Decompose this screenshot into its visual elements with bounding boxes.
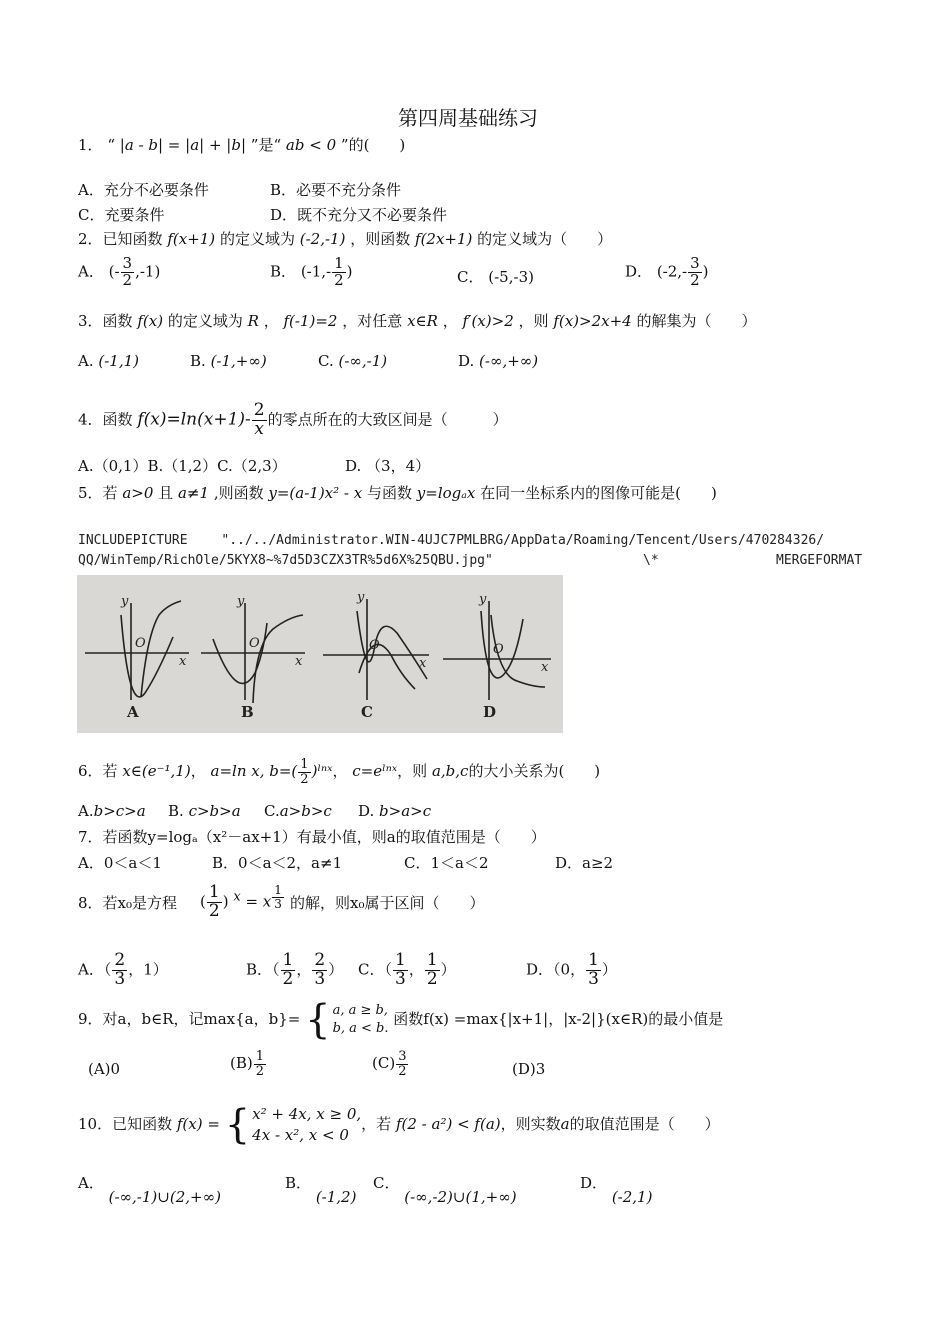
q2-func-1: f(x+1) (167, 230, 216, 248)
q5-panel-a-label: A (127, 703, 139, 721)
q8-option-c-right: ） (440, 960, 456, 979)
q8-option-d-num: 1 (588, 950, 599, 970)
q2-option-d-right: ) (702, 262, 709, 281)
q8-base-num: 1 (208, 882, 220, 903)
q9-option-b-frac (254, 1050, 266, 1078)
q1-option-b[interactable]: B．必要不充分条件 (270, 181, 402, 199)
page-title: 第四周基础练习 (398, 106, 538, 130)
q4-frac-den: x (254, 418, 264, 439)
q10-case-1: x² + 4x, x ≥ 0, (252, 1105, 362, 1123)
q5-panel-a-y-label: y (121, 594, 129, 609)
q8-option-d-left: （0， (553, 960, 586, 979)
q8-paren-close: ) (222, 892, 229, 911)
q9-option-a[interactable] (88, 1060, 120, 1078)
q2-option-c-label: C． (457, 268, 484, 286)
q8-option-b-num-1: 1 (282, 950, 294, 970)
q8-option-a-den: 3 (114, 968, 126, 989)
q3-option-b-value: (-1,+∞) (210, 352, 267, 370)
q9-piecewise (305, 997, 389, 1043)
q2-option-b-label: B． (270, 262, 297, 281)
q8-option-a-left: （ (103, 960, 112, 979)
q3-option-c-value: (-∞,-1) (338, 352, 388, 370)
q8-text-a: 8．若x₀是方程 (78, 894, 178, 912)
q2-option-a-num: 3 (122, 254, 133, 272)
q5-panel-b-y-label: y (237, 594, 245, 609)
q5-panel-b-origin: O (249, 636, 260, 651)
q9-option-a-value: 0 (110, 1060, 121, 1078)
q4-text-a: 4．函数 (78, 410, 133, 429)
q1-quote-open: “ (107, 136, 115, 154)
q3-option-c[interactable] (318, 352, 387, 370)
q7-option-c[interactable]: C．1＜a＜2 (404, 854, 489, 872)
q2-func-2: f(2x+1) (415, 230, 473, 248)
q3-cond-3: f′(x)>2 (462, 312, 514, 330)
q8-root-frac (272, 884, 284, 910)
q6-option-c-value: a>b>c (279, 802, 332, 820)
q2-option-a[interactable] (78, 256, 160, 289)
q10-option-a-value: (-∞,-1)∪(2,+∞) (108, 1188, 221, 1206)
q3-option-b-label: B. (190, 352, 206, 370)
q6-defs-a: a=ln x, b=( (210, 762, 298, 781)
q9-option-b-label: (B) (230, 1054, 253, 1073)
question-1-stem (78, 134, 405, 155)
q8-base-frac (207, 884, 222, 921)
question-7-stem: 7．若函数y=logₐ（x²－ax+1）有最小值，则a的取值范围是（ ） (78, 828, 546, 846)
q3-cond-4: f(x)>2x+4 (553, 312, 632, 330)
q8-root-num: 1 (274, 883, 282, 897)
q2-option-d-label: D． (625, 262, 653, 281)
q5-text-d: 与函数 (367, 484, 413, 502)
q9-option-d-label: (D) (512, 1060, 536, 1078)
q9-option-c-den: 2 (398, 1063, 407, 1079)
q5-panel-c-x-label: x (419, 656, 427, 671)
q9-option-c[interactable] (372, 1050, 409, 1078)
q3-text-c: ， (263, 312, 279, 330)
q2-option-a-frac (121, 256, 135, 289)
q5-panel-c-y-label: y (357, 590, 365, 605)
q8-option-c-frac-2 (425, 952, 440, 989)
q9-case-2: b, a < b. (332, 1021, 389, 1036)
q2-option-d-frac (688, 256, 702, 289)
q5-panel-a-origin: O (135, 636, 146, 651)
q5-include-field-line-1: INCLUDEPICTURE "../../Administrator.WIN-4UJC7PMLBRG/AppData/Roaming/Tencent/Users/470284326/ (78, 533, 825, 548)
q7-option-a[interactable]: A．0＜a＜1 (78, 854, 162, 872)
q2-text-a: 2．已知函数 (78, 230, 163, 248)
q3-text-e: ， (442, 312, 458, 330)
q6-option-c-label: C. (264, 802, 280, 820)
q3-text-a: 3．函数 (78, 312, 133, 330)
q8-option-c-den-1: 3 (395, 968, 406, 989)
q3-option-c-label: C. (318, 352, 334, 370)
q4-frac (252, 402, 267, 439)
q1-number: 1． (78, 136, 103, 154)
q6-option-b-label: B. (168, 802, 184, 820)
q10-option-b-value: (-1,2) (315, 1188, 357, 1206)
q3-option-d-value: (-∞,+∞) (479, 352, 539, 370)
q6-half-den: 2 (300, 771, 309, 787)
q2-option-d[interactable] (625, 256, 709, 289)
q1-expression: |a - b| = |a| + |b| (119, 136, 247, 154)
q6-half-num: 1 (300, 757, 309, 772)
q1-option-c[interactable]: C．充要条件 (78, 206, 165, 224)
q5-panel-c-origin: O (369, 638, 380, 653)
q3-text-b: 的定义域为 (167, 312, 243, 330)
q1-tail: ”的( ) (340, 136, 406, 154)
q2-option-d-left: (-2,- (656, 262, 688, 281)
q5-panel-d-label: D (483, 703, 497, 721)
q8-paren-open: ( (200, 892, 206, 911)
q9-option-b-den: 2 (255, 1063, 265, 1079)
q10-case-2: 4x - x², x < 0 (252, 1126, 349, 1144)
q10-text-d: 的取值范围是（ ） (569, 1115, 720, 1133)
q8-option-a-right: ，1） (128, 960, 168, 979)
q10-option-c-label: C． (373, 1174, 400, 1192)
q10-option-c[interactable] (373, 1174, 517, 1206)
q9-option-d-value: 3 (535, 1060, 546, 1078)
q1-option-d[interactable]: D．既不充分又不必要条件 (270, 206, 448, 224)
q5-panel-a-log-curve (141, 601, 181, 697)
q1-option-a[interactable]: A．充分不必要条件 (78, 181, 209, 199)
q2-option-d-num: 3 (690, 254, 700, 272)
q5-panel-b-label: B (241, 703, 254, 721)
q7-option-b[interactable]: B．0＜a＜2，a≠1 (212, 854, 343, 872)
q6-text-e: 的大小关系为( ) (468, 762, 601, 781)
q4-frac-num: 2 (253, 400, 265, 420)
q2-option-b-den: 2 (334, 270, 344, 289)
q6-half-frac (298, 758, 310, 786)
q5-cond-2: a≠1 (177, 484, 210, 502)
q10-text-b: ，若 (361, 1115, 392, 1133)
q8-option-d[interactable] (526, 952, 617, 989)
q3-option-d[interactable] (458, 352, 538, 370)
q3-func: f(x) (137, 312, 164, 330)
q9-option-b-num: 1 (255, 1049, 265, 1064)
q4-options-abc[interactable]: A.（0,1）B.（1,2）C.（2,3） (78, 457, 287, 475)
q10-func: f(x) = (176, 1115, 220, 1133)
q8-option-a-frac (112, 952, 127, 989)
q8-option-c-left: （ (384, 960, 392, 979)
q2-option-b[interactable] (270, 256, 353, 289)
q2-option-b-num: 1 (334, 254, 344, 272)
q8-option-d-den: 3 (588, 968, 599, 989)
q8-option-b-label: B． (246, 960, 273, 979)
q3-option-a-value: (-1,1) (98, 352, 140, 370)
q3-cond-1: f(-1)=2 (283, 312, 338, 330)
q2-domain: (-2,-1) (299, 230, 346, 248)
q8-option-d-frac (586, 952, 601, 989)
q8-option-b-left: （ (272, 960, 280, 979)
q6-variables: a,b,c (431, 762, 469, 781)
q6-option-c[interactable] (264, 802, 332, 820)
q9-text-a: 9．对a，b∈R，记max{a，b}= (78, 1010, 301, 1028)
q8-option-d-right: ） (601, 960, 617, 979)
q5-text-c: ,则函数 (213, 484, 264, 502)
q5-func-2: y=logₐx (416, 484, 476, 502)
q8-option-b-right: ） (328, 960, 344, 979)
q5-text-a: 5．若 (78, 484, 118, 502)
question-4-stem (78, 402, 508, 439)
q6-text-d: ，则 (397, 762, 428, 781)
q2-option-a-left: (- (108, 262, 120, 281)
q2-option-b-right: ) (346, 262, 353, 281)
q8-exponent-x: x (233, 889, 241, 905)
q6-option-a-value: b>c>a (93, 802, 146, 820)
q8-option-b-num-2: 2 (314, 950, 326, 970)
q5-graph-svg (77, 575, 563, 733)
q2-text-b: 的定义域为 (219, 230, 295, 248)
q4-func: f(x)=ln(x+1)- (137, 409, 251, 430)
q8-option-c[interactable] (358, 952, 456, 989)
q3-cond-2: x∈R (407, 312, 438, 330)
q8-option-b[interactable] (246, 952, 343, 989)
q6-condition: x∈(e⁻¹,1) (122, 762, 191, 781)
q8-option-c-den-2: 2 (426, 968, 438, 989)
question-3-stem (78, 310, 757, 331)
q10-option-a[interactable] (78, 1174, 221, 1206)
q6-option-d[interactable] (358, 802, 431, 820)
q8-option-d-label: D． (526, 960, 554, 979)
q9-option-a-label: (A) (88, 1060, 111, 1078)
q6-text-c: ， (332, 762, 348, 781)
q5-text-e: 在同一坐标系内的图像可能是( ) (480, 484, 717, 502)
question-9-stem (78, 997, 724, 1043)
q10-option-b-label: B． (285, 1174, 312, 1192)
q9-case-1: a, a ≥ b, (332, 1002, 388, 1018)
q8-option-a-label: A． (78, 960, 104, 979)
q8-option-c-label: C． (358, 960, 385, 979)
q5-include-field-line-2a: QQ/WinTemp/RichOle/5KYX8~%7d5D3CZX3TR%5d6X%25QBU.jpg" (78, 553, 493, 568)
q3-text-g: ，则 (518, 312, 549, 330)
q8-option-c-frac-1 (393, 952, 408, 989)
q3-option-d-label: D. (458, 352, 475, 370)
q2-option-c[interactable] (457, 266, 534, 287)
q8-option-b-sep: ， (296, 960, 312, 979)
q5-include-field-line-2b: \* (643, 553, 659, 568)
q8-option-b-den-1: 2 (282, 968, 294, 989)
q10-option-c-value: (-∞,-2)∪(1,+∞) (404, 1188, 517, 1206)
q2-option-d-den: 2 (690, 270, 700, 289)
q3-text-d: ，对任意 (342, 312, 403, 330)
q2-option-a-den: 2 (122, 270, 133, 289)
q6-option-a-label: A. (78, 802, 94, 820)
q1-condition: ab < 0 (285, 136, 337, 154)
q4-option-d[interactable]: D. （3，4） (345, 457, 431, 475)
q5-panel-d-y-label: y (479, 592, 487, 607)
q10-piecewise (225, 1104, 361, 1146)
q5-text-b: 且 (158, 484, 174, 502)
q10-condition: f(2 - a²) < f(a) (395, 1115, 501, 1133)
q2-option-b-frac (332, 256, 346, 289)
q2-option-c-value: (-5,-3) (488, 268, 534, 286)
question-2-stem (78, 228, 612, 249)
q2-text-d: 的定义域为（ ） (477, 230, 613, 248)
q2-option-a-label: A． (78, 262, 104, 281)
q9-option-c-num: 3 (398, 1049, 407, 1064)
q9-option-d[interactable] (512, 1060, 545, 1078)
q8-rhs: = x (245, 892, 272, 911)
q3-real-set: R (247, 312, 259, 330)
q9-option-b[interactable] (230, 1050, 267, 1078)
q6-defs-b: )ˡⁿˣ (311, 762, 333, 781)
q9-option-c-label: (C) (372, 1054, 396, 1073)
q7-option-d[interactable]: D．a≥2 (555, 854, 614, 872)
q2-text-c: ，则函数 (350, 230, 411, 248)
q6-option-b-value: c>b>a (188, 802, 241, 820)
q8-option-a[interactable] (78, 952, 168, 989)
q6-option-a[interactable] (78, 802, 146, 820)
q10-option-a-label: A． (78, 1174, 104, 1192)
q5-graph-figure (77, 575, 563, 733)
q6-text-a: 6．若 (78, 762, 118, 781)
q6-option-d-label: D. (358, 802, 375, 820)
q3-option-a[interactable] (78, 352, 139, 370)
q6-option-b[interactable] (168, 802, 241, 820)
q8-option-b-frac-2 (312, 952, 327, 989)
q8-equation (200, 884, 285, 921)
q3-text-h: 的解集为（ ） (636, 312, 757, 330)
question-10-stem (78, 1104, 720, 1146)
q2-option-b-left: (-1,- (300, 262, 332, 281)
q3-option-a-label: A. (78, 352, 94, 370)
q5-panel-a-x-label: x (179, 654, 187, 669)
q1-connector: ”是“ (250, 136, 282, 154)
q10-text-a: 10．已知函数 (78, 1115, 173, 1133)
q4-text-b: 的零点所在的大致区间是（ ） (267, 410, 508, 429)
question-6-stem (78, 758, 600, 786)
q5-cond-1: a>0 (122, 484, 154, 502)
q6-option-d-value: b>a>c (379, 802, 432, 820)
q5-panel-d-origin: O (493, 642, 504, 657)
q9-text-b: 函数f(x) =max{|x+1|，|x-2|}(x∈R)的最小值是 (393, 1010, 724, 1028)
q3-option-b[interactable] (190, 352, 267, 370)
q8-option-b-den-2: 3 (314, 968, 326, 989)
q9-brace: { (305, 997, 331, 1043)
q5-panel-c-label: C (361, 703, 373, 721)
q10-brace: { (224, 1102, 251, 1148)
q2-option-a-right: ,-1) (135, 262, 161, 281)
q5-panel-b (201, 603, 305, 703)
q8-base-den: 2 (208, 901, 220, 922)
q6-text-b: ， (190, 762, 206, 781)
q5-func-1: y=(a-1)x² - x (268, 484, 363, 502)
q8-root-den: 3 (274, 896, 282, 911)
q8-option-c-num-2: 1 (426, 950, 438, 970)
question-5-stem (78, 482, 717, 503)
q5-include-field-line-2c: MERGEFORMAT (776, 553, 863, 568)
q8-option-c-sep: ， (408, 960, 424, 979)
q10-text-c: ，则实数 (500, 1115, 561, 1133)
q10-variable: a (560, 1115, 570, 1133)
q9-option-c-frac (396, 1050, 408, 1078)
q8-text-b: 的解，则x₀属于区间（ ） (290, 894, 485, 912)
q5-panel-d-x-label: x (541, 660, 549, 675)
q6-defs-c: c=eˡⁿˣ (352, 762, 398, 781)
q10-option-d-value: (-2,1) (611, 1188, 653, 1206)
q10-option-d[interactable] (580, 1174, 653, 1206)
q8-option-c-num-1: 1 (395, 950, 406, 970)
q5-panel-b-x-label: x (295, 654, 303, 669)
q8-option-a-num: 2 (114, 950, 126, 970)
q8-option-b-frac-1 (281, 952, 296, 989)
q10-option-b[interactable] (285, 1174, 357, 1206)
q10-option-d-label: D． (580, 1174, 608, 1192)
